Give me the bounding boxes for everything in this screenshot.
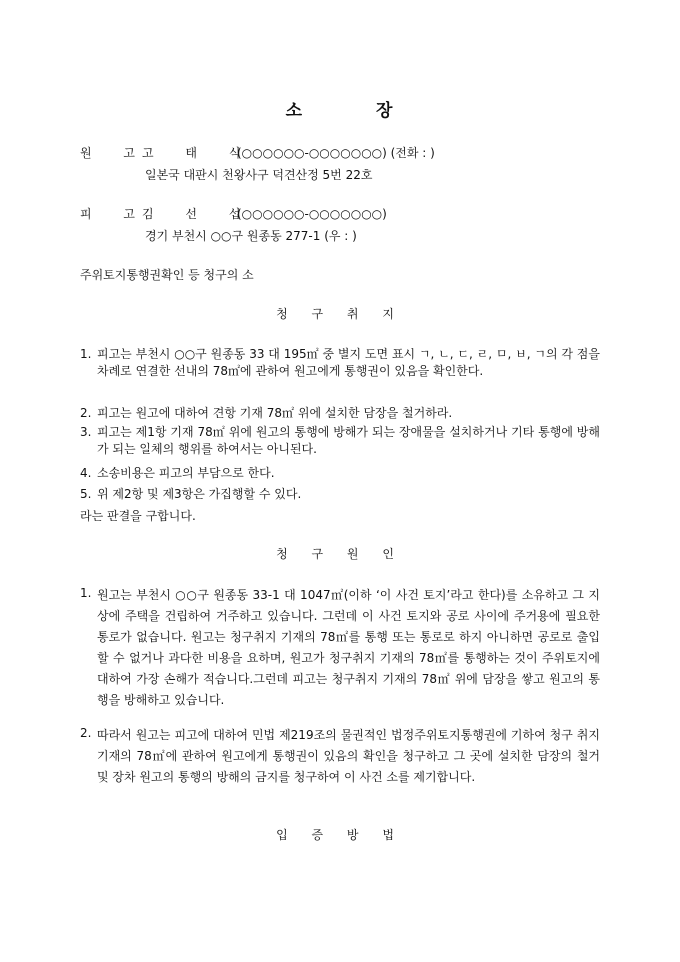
claim-text: 피고는 원고에 대하여 견항 기재 78㎡ 위에 설치한 담장을 철거하라. <box>97 406 453 420</box>
title-right: 장 <box>376 101 395 121</box>
cause-item <box>80 725 600 788</box>
claim-item <box>80 486 600 503</box>
claim-number: 1. <box>80 347 92 361</box>
claim-closing: 라는 판결을 구합니다. <box>80 509 196 523</box>
claim-number: 4. <box>80 466 92 480</box>
evidence-heading: 입 증 방 법 <box>276 828 404 842</box>
claim-text: 피고는 부천시 ○○구 원종동 33 대 195㎡ 중 별지 도면 표시 ㄱ, ㄴ, ㄷ, ㄹ, ㅁ, ㅂ, ㄱ의 각 점을 차례로 연결한 선내의 78㎡에 관하여 원고에게 통행권이 있음을 확인한다. <box>97 347 600 378</box>
title-left: 소 <box>285 101 304 121</box>
claim-item <box>80 405 600 422</box>
defendant-id: (○○○○○○-○○○○○○○) <box>237 207 387 221</box>
plaintiff-address: 일본국 대판시 천왕사구 덕견산정 5번 22호 <box>145 168 373 182</box>
plaintiff-block <box>80 144 435 182</box>
defendant-name: 김 선 섭 <box>142 207 255 221</box>
claim-number: 3. <box>80 425 92 439</box>
plaintiff-name: 고 태 식 <box>142 146 255 160</box>
cause-number: 2. <box>80 726 92 740</box>
claim-number: 5. <box>80 487 92 501</box>
case-name: 주위토지통행권확인 등 청구의 소 <box>80 268 254 282</box>
cause-number: 1. <box>80 586 92 600</box>
defendant-block <box>80 205 387 243</box>
cause-text: 따라서 원고는 피고에 대하여 민법 제219조의 물권적인 법정주위토지통행권에 기하여 청구 취지 기재의 78㎡에 관하여 원고에게 통행권이 있음의 확인을 청구하고 그 곳에 설치한 담장의 철거 및 장차 원고의 통행의 방해의 금지를 청구하여 이 사건 소를 제기합니다. <box>97 728 600 784</box>
plaintiff-role: 원 고 <box>80 146 149 160</box>
claim-item <box>80 424 600 458</box>
defendant-address: 경기 부천시 ○○구 원종동 277-1 (우 : ) <box>145 229 357 243</box>
cause-heading: 청 구 원 인 <box>276 547 404 561</box>
plaintiff-id-phone: (○○○○○○-○○○○○○○) (전화 : ) <box>237 146 435 160</box>
claim-text: 위 제2항 및 제3항은 가집행할 수 있다. <box>97 487 302 501</box>
cause-text: 원고는 부천시 ○○구 원종동 33-1 대 1047㎡(이하 ‘이 사건 토지’라고 한다)를 소유하고 그 지상에 주택을 건립하여 거주하고 있습니다. 그런데 이 사건 토지와 공로 사이에 주거용에 필요한 통로가 없습니다. 원고는 청구취지 기재의 78㎡를 통행 또는 통로로 하지 아니하면 공로로 출입할 수 없거나 과다한 비용을 요하며, 원고가 청구취지 기재의 78㎡를 통행하는 것이 주위토지에 대하여 가장 손해가 적습니다.그런데 피고는 청구취지 기재의 78㎡ 위에 담장을 쌓고 원고의 통행을 방해하고 있습니다. <box>97 588 600 707</box>
claim-text: 피고는 제1항 기재 78㎡ 위에 원고의 통행에 방해가 되는 장애물을 설치하거나 기타 통행에 방해가 되는 일체의 행위를 하여서는 아니된다. <box>97 425 600 456</box>
defendant-role: 피 고 <box>80 207 149 221</box>
claim-item <box>80 465 600 482</box>
claim-number: 2. <box>80 406 92 420</box>
claim-text: 소송비용은 피고의 부담으로 한다. <box>97 466 275 480</box>
claim-heading: 청 구 취 지 <box>276 307 404 321</box>
document-title <box>0 96 680 121</box>
claim-item <box>80 346 600 380</box>
cause-item <box>80 585 600 711</box>
